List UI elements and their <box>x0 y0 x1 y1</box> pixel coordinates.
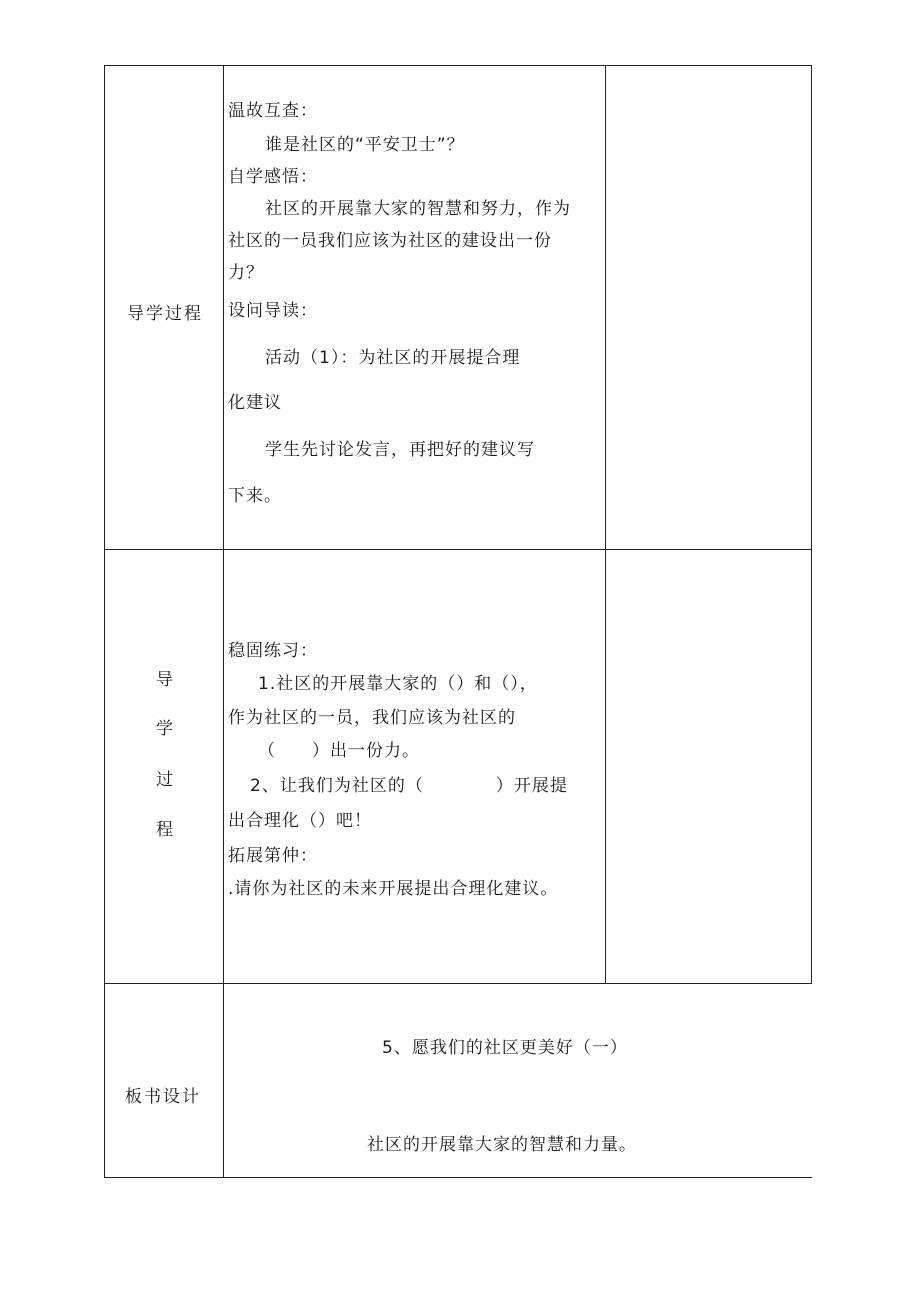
table-divider-row2 <box>104 983 812 984</box>
section1-line: 温故互查： <box>228 101 318 121</box>
table-border-left <box>104 65 105 1178</box>
section3-label: 板书设计 <box>125 1087 201 1107</box>
section1-line: 设问导读： <box>228 301 318 321</box>
section2-line: .请你为社区的未来开展提出合理化建议。 <box>228 879 559 899</box>
section2-label-char: 过 <box>156 770 175 790</box>
section1-line: 学生先讨论发言，再把好的建议写 <box>265 440 535 460</box>
section2-line: 1.社区的开展靠大家的（）和（）， <box>258 674 538 694</box>
section1-line: 活动（1）：为社区的开展提合理 <box>265 348 521 368</box>
section1-line: 化建议 <box>228 393 282 413</box>
table-divider-col2 <box>605 65 606 984</box>
section2-label-char: 程 <box>156 820 175 840</box>
section2-line: 拓展第仲： <box>228 846 318 866</box>
section1-line: 社区的开展靠大家的智慧和努力，作为 <box>265 199 571 219</box>
section1-line: 社区的一员我们应该为社区的建设出一份 <box>228 231 552 251</box>
table-divider-row1 <box>104 549 812 550</box>
table-divider-col1 <box>223 65 224 1178</box>
section2-line: （ ）出一份力。 <box>258 741 420 761</box>
table-border-bottom <box>104 1177 812 1178</box>
section1-label: 导学过程 <box>127 304 203 324</box>
section1-line: 自学感悟： <box>228 167 318 187</box>
section1-line: 下来。 <box>228 486 282 506</box>
section1-line: 谁是社区的“平安卫士”？ <box>265 135 465 155</box>
section2-label-char: 导 <box>156 670 175 690</box>
section2-line: 出合理化（）吧！ <box>228 811 372 831</box>
section2-label-char: 学 <box>156 719 175 739</box>
table-border-top <box>104 65 812 66</box>
section2-line: 2、让我们为社区的（ ）开展提 <box>250 776 568 796</box>
section2-line: 作为社区的一员，我们应该为社区的 <box>228 708 516 728</box>
section1-line: 力？ <box>228 263 264 283</box>
board-title: 5、愿我们的社区更美好（一） <box>382 1038 628 1058</box>
board-content: 社区的开展靠大家的智慧和力量。 <box>367 1135 637 1155</box>
table-border-right <box>811 65 812 984</box>
section2-line: 稳固练习： <box>228 641 318 661</box>
